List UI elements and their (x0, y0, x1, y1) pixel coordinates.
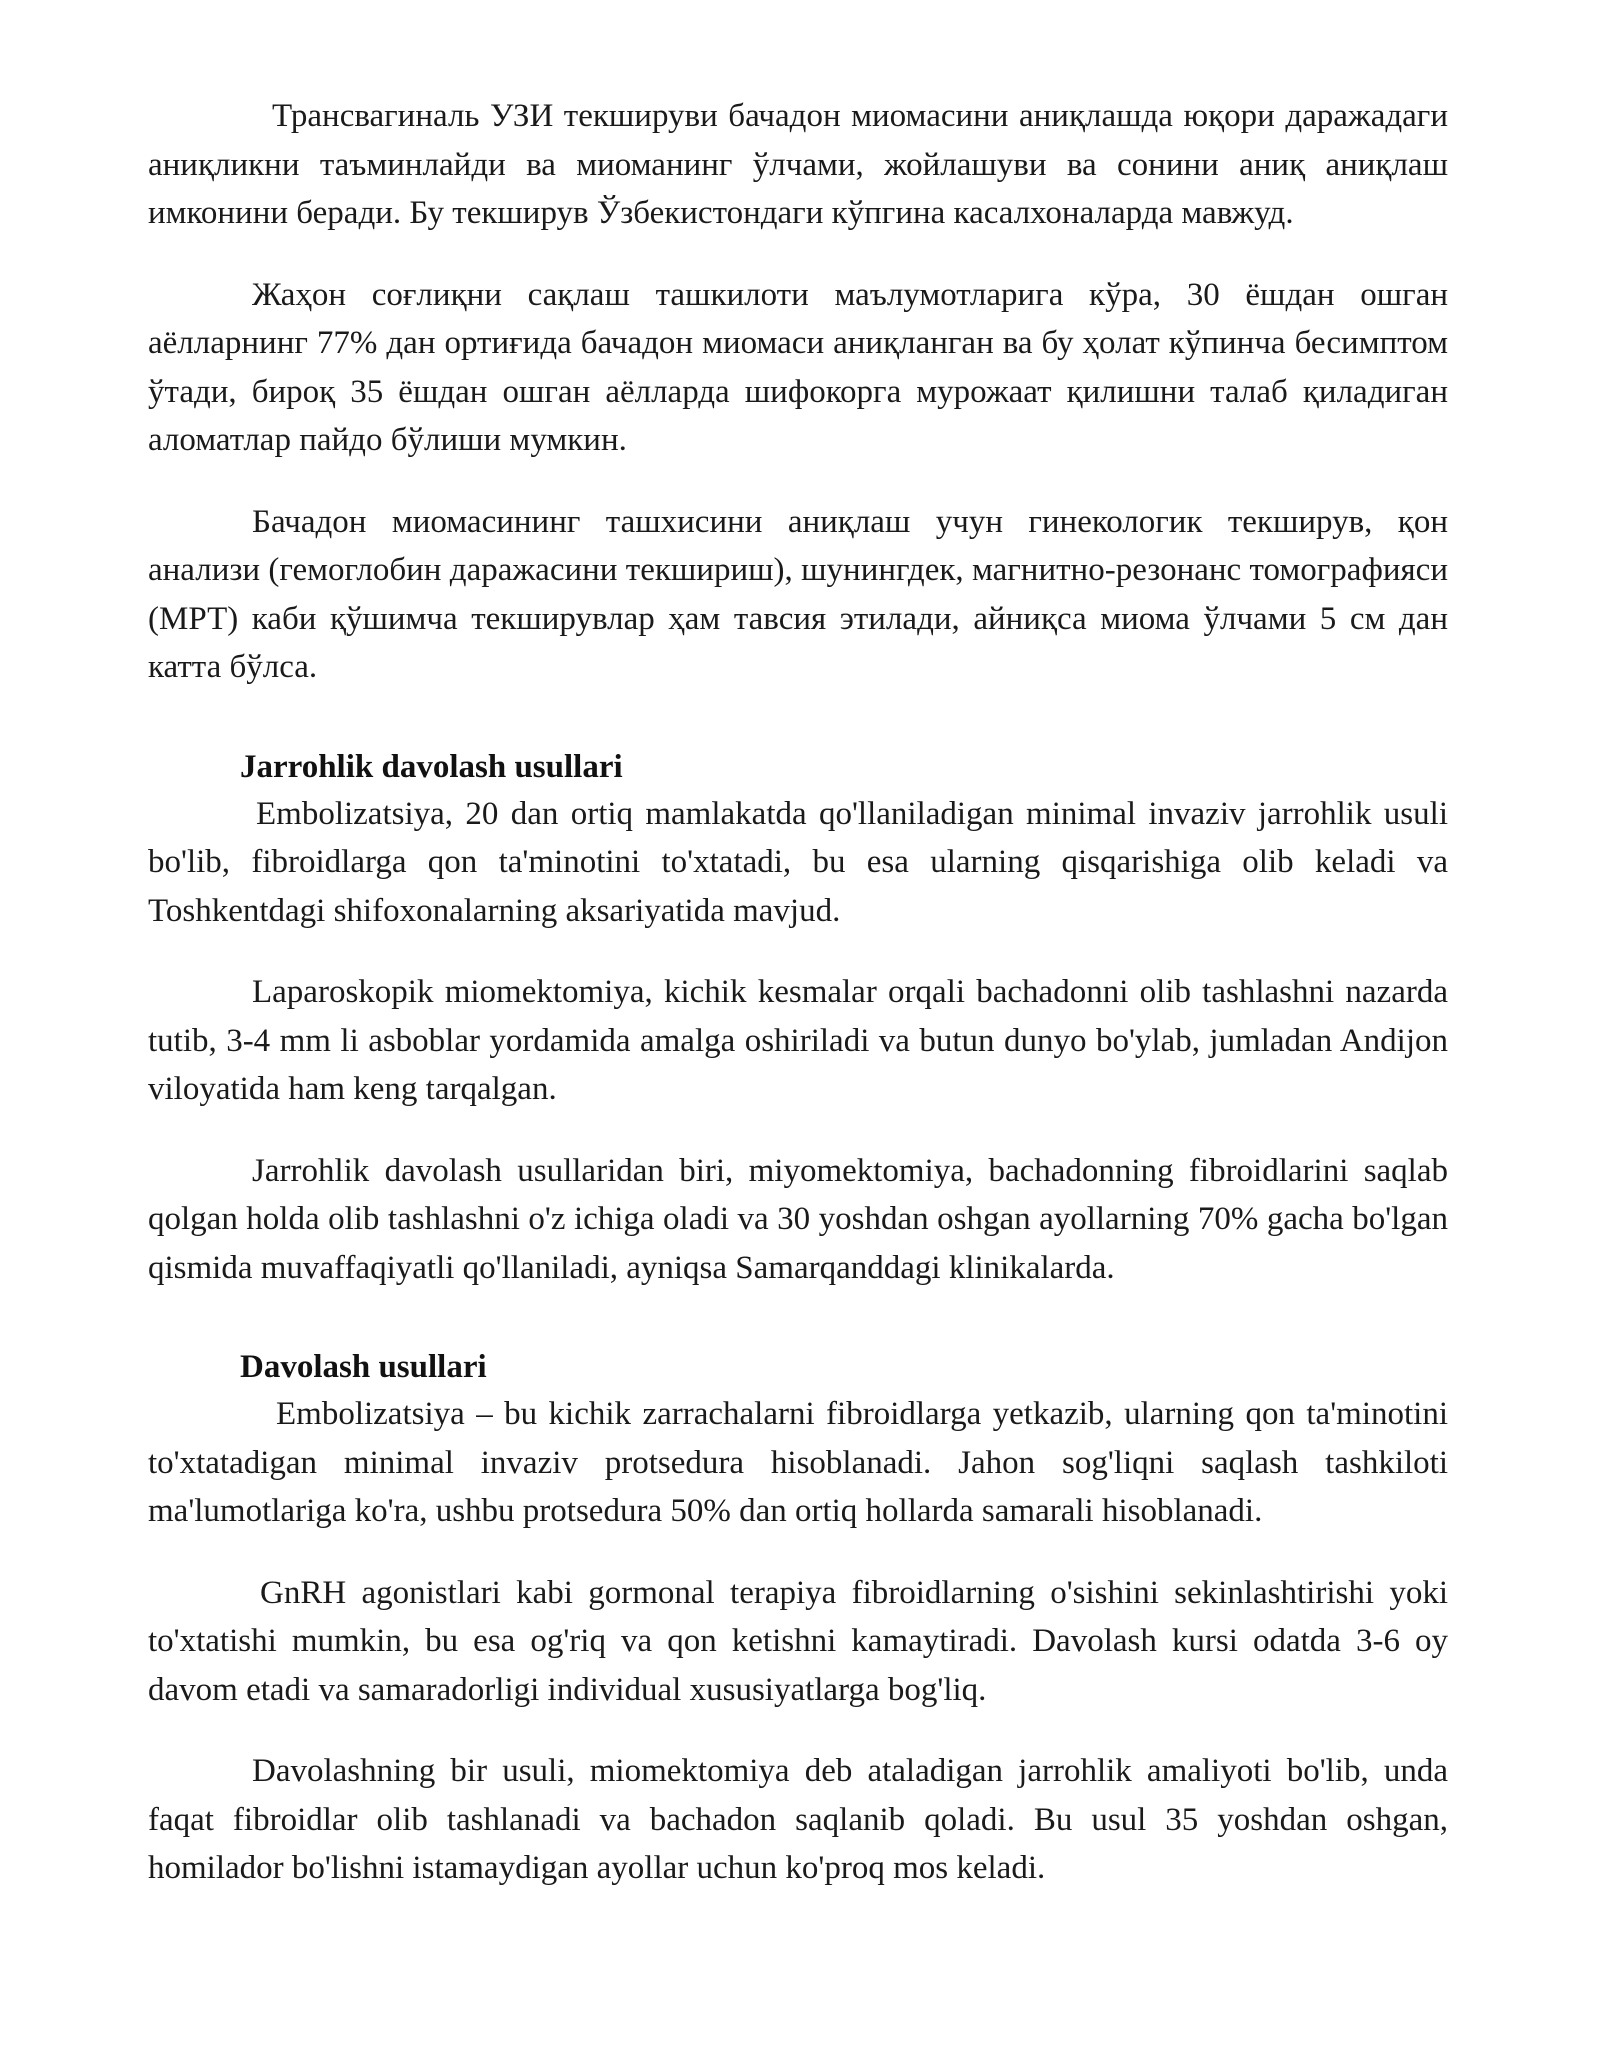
paragraph-ultrasound: Трансвагиналь УЗИ текшируви бачадон миомасини аниқлашда юқори даражадаги аниқликни таъминлайди ва миоманинг ўлчами, жойлашуви ва сонини аниқ аниқлаш имконини беради. Бу текширув Ўзбекистондаги кўпгина касалхоналарда мавжуд. (148, 98, 1448, 231)
section-treatment-methods (148, 1344, 1448, 1893)
paragraph-diagnosis: Бачадон миомасининг ташхисини аниқлаш учун гинекологик текширув, қон анализи (гемоглобин даражасини текшириш), шунингдек, магнитно-резонанс томографияси (МРТ) каби қўшимча текширувлар ҳам тавсия этилади, айниқса миома ўлчами 5 см дан катта бўлса. (148, 503, 1448, 685)
paragraph-laparoscopic: Laparoskopik miomektomiya, kichik kesmalar orqali bachadonni olib tashlashni nazarda tutib, 3-4 mm li asboblar yordamida amalga oshiriladi va butun dunyo bo'ylab, jumladan Andijon viloyatida ham keng tarqalgan. (148, 974, 1448, 1107)
paragraph-hormonal-therapy: GnRH agonistlari kabi gormonal terapiya fibroidlarning o'sishini sekinlashtirishi yoki to'xtatishi mumkin, bu esa og'riq va qon ketishni kamaytiradi. Davolash kursi odatda 3-6 oy davom etadi va samaradorligi individual xususiyatlarga bog'liq. (148, 1574, 1448, 1708)
section-surgical-treatment (148, 744, 1448, 1293)
paragraph-who-statistics: Жаҳон соғлиқни сақлаш ташкилоти маълумотларига кўра, 30 ёшдан ошган аёлларнинг 77% дан ортиғида бачадон миомаси аниқланган ва бу ҳолат кўпинча бесимптом ўтади, бироқ 35 ёшдан ошган аёлларда шифокорга мурожаат қилишни талаб қиладиган аломатлар пайдо бўлиши мумкин. (148, 276, 1448, 458)
document-page (148, 92, 1448, 1893)
paragraph-embolization-procedure: Embolizatsiya – bu kichik zarrachalarni fibroidlarga yetkazib, ularning qon ta'minotini to'xtatadigan minimal invaziv protsedura hisoblanadi. Jahon sog'liqni saqlash tashkiloti ma'lumotlariga ko'ra, ushbu protsedura 50% dan ortiq hollarda samarali hisoblanadi. (148, 1396, 1448, 1529)
paragraph-myomectomy-surgery: Davolashning bir usuli, miomektomiya deb ataladigan jarrohlik amaliyoti bo'lib, unda faqat fibroidlar olib tashlanadi va bachadon saqlanib qoladi. Bu usul 35 yoshdan oshgan, homilador bo'lishni istamaydigan ayollar uchun ko'proq mos keladi. (148, 1753, 1448, 1886)
section-heading-treatment: Davolash usullari (240, 1349, 487, 1385)
paragraph-embolization: Embolizatsiya, 20 dan ortiq mamlakatda qo'llaniladigan minimal invaziv jarrohlik usuli bo'lib, fibroidlarga qon ta'minotini to'xtatadi, bu esa ularning qisqarishiga olib keladi va Toshkentdagi shifoxonalarning aksariyatida mavjud. (148, 795, 1448, 929)
section-heading-surgical: Jarrohlik davolash usullari (240, 748, 623, 785)
paragraph-myomectomy: Jarrohlik davolash usullaridan biri, miyomektomiya, bachadonning fibroidlarini saqlab qolgan holda olib tashlashni o'z ichiga oladi va 30 yoshdan oshgan ayollarning 70% gacha bo'lgan qismida muvaffaqiyatli qo'llaniladi, ayniqsa Samarqanddagi klinikalarda. (148, 1152, 1448, 1286)
